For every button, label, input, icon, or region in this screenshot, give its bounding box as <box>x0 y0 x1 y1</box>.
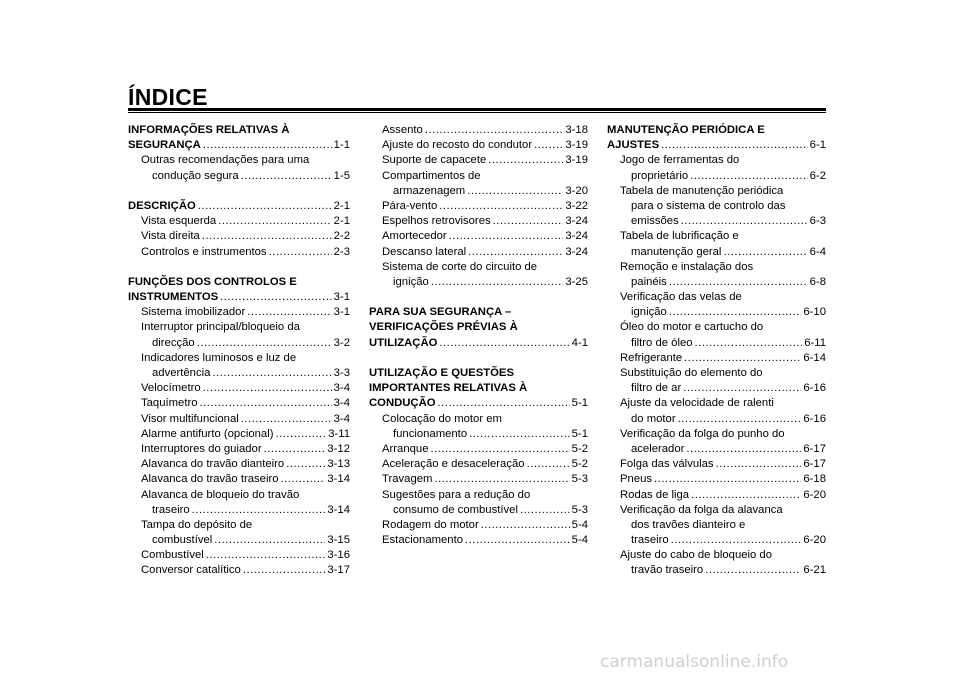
toc-page-number: 6-20 <box>803 488 826 501</box>
toc-page-number: 3-4 <box>333 397 350 410</box>
toc-entry-text: Sistema de corte do circuito de <box>382 260 538 273</box>
toc-entry-title: proprietário <box>631 169 689 182</box>
toc-dot-leader <box>203 138 332 153</box>
toc-dot-leader <box>202 229 332 244</box>
toc-entry-title: travão traseiro <box>631 564 704 577</box>
toc-dot-leader <box>192 503 326 518</box>
toc-entry[interactable] <box>369 533 588 548</box>
toc-spacer <box>128 184 350 199</box>
toc-dot-leader <box>200 396 332 411</box>
toc-entry-title: Sistema imobilizador <box>141 306 246 319</box>
toc-page-number: 4-1 <box>571 336 588 349</box>
toc-entry-title: ignição <box>393 275 429 288</box>
toc-dot-leader <box>241 169 332 184</box>
toc-entry[interactable] <box>607 457 826 472</box>
toc-page-number: 6-4 <box>809 245 826 258</box>
toc-page-number: 3-24 <box>565 230 588 243</box>
toc-spacer <box>128 260 350 275</box>
toc-entry[interactable] <box>607 381 826 396</box>
toc-entry[interactable] <box>128 412 350 427</box>
toc-page-number: 3-1 <box>333 291 350 304</box>
toc-page-number: 2-1 <box>333 215 350 228</box>
toc-entry-text: Verificação da folga da alavanca <box>620 503 783 516</box>
toc-entry-title: Espelhos retrovisores <box>382 215 491 228</box>
toc-section-heading: FUNÇÕES DOS CONTROLOS E <box>128 275 297 288</box>
toc-page-number: 3-22 <box>565 199 588 212</box>
toc-page-number: 5-3 <box>571 473 588 486</box>
toc-entry-text: Ajuste da velocidade de ralenti <box>620 397 774 410</box>
toc-entry-text: Ajuste do cabo de bloqueio do <box>620 549 773 562</box>
toc-dot-leader <box>686 442 801 457</box>
toc-page-number: 5-3 <box>571 503 588 516</box>
toc-dot-leader <box>198 199 332 214</box>
toc-column-2 <box>369 123 588 548</box>
toc-page-number: 3-12 <box>327 442 350 455</box>
toc-entry[interactable] <box>369 427 588 442</box>
toc-dot-leader <box>203 381 332 396</box>
toc-entry[interactable] <box>128 229 350 244</box>
toc-section-heading: PARA SUA SEGURANÇA – <box>369 306 512 319</box>
toc-entry[interactable] <box>369 153 588 168</box>
toc-dot-leader <box>264 442 326 457</box>
toc-dot-leader <box>723 245 807 260</box>
toc-section-heading: INFORMAÇÕES RELATIVAS À <box>128 124 290 136</box>
toc-entry[interactable] <box>128 442 350 457</box>
toc-page-number: 6-18 <box>803 473 826 486</box>
toc-entry[interactable] <box>369 442 588 457</box>
toc-dot-leader <box>681 214 808 229</box>
toc-entry-text: Alavanca de bloqueio do travão <box>141 488 300 501</box>
toc-entry-title: funcionamento <box>393 427 468 440</box>
toc-entry[interactable] <box>128 245 350 260</box>
toc-entry[interactable] <box>369 184 588 199</box>
toc-entry[interactable] <box>607 245 826 260</box>
toc-page-number: 6-10 <box>803 306 826 319</box>
toc-dot-leader <box>243 563 326 578</box>
toc-dot-leader <box>493 214 564 229</box>
toc-dot-leader <box>449 229 564 244</box>
toc-entry-title: Visor multifuncional <box>141 412 239 425</box>
toc-dot-leader <box>439 199 563 214</box>
toc-entry-title: combustível <box>152 534 213 547</box>
toc-entry-text: para o sistema de controlo das <box>631 199 786 212</box>
toc-entry-text: Substituição do elemento do <box>620 367 763 379</box>
toc-entry[interactable] <box>607 169 826 184</box>
toc-dot-leader <box>654 472 801 487</box>
toc-entry[interactable] <box>369 275 588 290</box>
toc-entry[interactable] <box>128 533 350 548</box>
toc-page-number: 1-1 <box>333 139 350 152</box>
toc-page-number: 5-1 <box>571 397 588 410</box>
toc-dot-leader <box>467 184 563 199</box>
toc-entry[interactable] <box>128 548 350 563</box>
toc-entry[interactable] <box>369 503 588 518</box>
toc-section-heading: MANUTENÇÃO PERIÓDICA E <box>607 124 765 136</box>
toc-entry-title: Ajuste do recosto do condutor <box>382 139 533 152</box>
toc-entry[interactable] <box>369 396 588 411</box>
toc-dot-leader <box>276 427 327 442</box>
toc-page-number: 6-3 <box>809 215 826 228</box>
toc-entry[interactable] <box>369 472 588 487</box>
toc-page-number: 3-15 <box>327 534 350 547</box>
toc-entry-text: Verificação da folga do punho do <box>620 427 785 440</box>
toc-entry-title: Refrigerante <box>620 351 683 364</box>
toc-page-number: 6-2 <box>809 169 826 182</box>
toc-entry[interactable] <box>369 229 588 244</box>
toc-dot-leader <box>520 503 570 518</box>
toc-dot-leader <box>527 457 570 472</box>
toc-page-number: 6-1 <box>809 139 826 152</box>
toc-dot-leader <box>683 381 801 396</box>
toc-entry-title: condução segura <box>152 169 239 182</box>
toc-entry-title: advertência <box>152 367 211 379</box>
toc-entry[interactable] <box>607 533 826 548</box>
toc-entry-title: Suporte de capacete <box>382 154 487 167</box>
toc-dot-leader <box>425 123 564 138</box>
toc-entry-title: acelerador <box>631 442 685 455</box>
toc-entry[interactable] <box>607 336 826 351</box>
toc-entry-title: direcção <box>152 336 195 349</box>
toc-entry[interactable] <box>128 138 350 153</box>
toc-dot-leader <box>220 290 332 305</box>
toc-page-number: 6-8 <box>809 275 826 288</box>
toc-entry-title: filtro de óleo <box>631 336 693 349</box>
toc-entry[interactable] <box>128 199 350 214</box>
toc-dot-leader <box>684 351 801 366</box>
toc-entry[interactable] <box>128 563 350 578</box>
toc-page-number: 3-2 <box>333 336 350 349</box>
toc-entry[interactable] <box>128 366 350 381</box>
toc-entry[interactable] <box>607 138 826 153</box>
toc-entry-text: Compartimentos de <box>382 169 481 182</box>
page-title: ÍNDICE <box>128 84 208 110</box>
toc-entry[interactable] <box>607 275 826 290</box>
toc-entry-title: painéis <box>631 275 667 288</box>
toc-page-number: 6-16 <box>803 382 826 395</box>
toc-entry[interactable] <box>607 563 826 578</box>
watermark: carmanualsonline.info <box>600 652 789 672</box>
toc-entry[interactable] <box>369 457 588 472</box>
toc-entry-title: Estacionamento <box>382 534 464 547</box>
toc-entry-title: traseiro <box>152 503 190 516</box>
toc-entry-title: Vista esquerda <box>141 215 217 228</box>
toc-dot-leader <box>269 245 332 260</box>
toc-page-number: 3-24 <box>565 245 588 258</box>
toc-page-number: 3-1 <box>333 306 350 319</box>
toc-entry-title: Descanso lateral <box>382 245 467 258</box>
toc-entry-title: Pára-vento <box>382 199 438 212</box>
toc-entry-title: armazenagem <box>393 184 466 197</box>
toc-entry-title: do motor <box>631 412 676 425</box>
toc-page-number: 6-20 <box>803 534 826 547</box>
toc-entry-text: Tabela de manutenção periódica <box>620 184 784 197</box>
toc-entry-title: Rodas de liga <box>620 488 690 501</box>
toc-entry-title: Amortecedor <box>382 230 447 243</box>
toc-dot-leader <box>286 457 325 472</box>
toc-entry-text: Tampa do depósito de <box>141 518 253 531</box>
toc-dot-leader <box>206 548 326 563</box>
toc-page-number: 3-19 <box>565 154 588 167</box>
toc-entry[interactable] <box>369 199 588 214</box>
toc-page-number: 3-4 <box>333 382 350 395</box>
toc-page-number: 6-14 <box>803 351 826 364</box>
toc-section-heading: VERIFICAÇÕES PRÉVIAS À <box>369 321 518 334</box>
toc-page-number: 3-4 <box>333 412 350 425</box>
toc-entry-title: Velocímetro <box>141 382 201 395</box>
toc-dot-leader <box>695 336 803 351</box>
toc-entry-title: Alavanca do travão dianteiro <box>141 458 285 471</box>
toc-dot-leader <box>247 305 331 320</box>
toc-dot-leader <box>241 412 332 427</box>
toc-dot-leader <box>669 305 802 320</box>
toc-page-number: 3-18 <box>565 124 588 136</box>
toc-entry[interactable] <box>607 351 826 366</box>
toc-entry-title: DESCRIÇÃO <box>128 199 196 212</box>
toc-entry-text: Outras recomendações para uma <box>141 154 310 167</box>
toc-page-number: 2-2 <box>333 230 350 243</box>
toc-entry-title: INSTRUMENTOS <box>128 291 219 304</box>
toc-page-number: 5-1 <box>571 427 588 440</box>
toc-page-number: 1-5 <box>333 169 350 182</box>
toc-page-number: 3-19 <box>565 139 588 152</box>
toc-dot-leader <box>716 457 802 472</box>
toc-page-number: 5-2 <box>571 458 588 471</box>
toc-dot-leader <box>434 472 569 487</box>
toc-entry-text: Verificação das velas de <box>620 291 742 304</box>
toc-page-number: 3-14 <box>327 473 350 486</box>
toc-entry-title: Folga das válvulas <box>620 458 714 471</box>
toc-entry-title: AJUSTES <box>607 139 660 152</box>
toc-entry-title: Interruptores do guiador <box>141 442 262 455</box>
toc-entry[interactable] <box>369 518 588 533</box>
toc-entry[interactable] <box>369 245 588 260</box>
toc-entry[interactable] <box>607 488 826 503</box>
toc-dot-leader <box>465 533 570 548</box>
toc-page-number: 6-11 <box>804 336 826 349</box>
toc-page-number: 3-3 <box>333 367 350 379</box>
toc-dot-leader <box>430 442 569 457</box>
toc-page-number: 6-16 <box>803 412 826 425</box>
toc-entry[interactable] <box>128 457 350 472</box>
toc-page-number: 5-4 <box>571 518 588 531</box>
toc-dot-leader <box>439 336 569 351</box>
toc-dot-leader <box>431 275 564 290</box>
toc-entry-title: manutenção geral <box>631 245 722 258</box>
toc-entry-title: Arranque <box>382 442 429 455</box>
toc-spacer <box>369 290 588 305</box>
toc-entry-text: Óleo do motor e cartucho do <box>620 321 764 334</box>
toc-column-3 <box>607 123 826 579</box>
toc-entry-title: Combustível <box>141 549 204 562</box>
toc-entry[interactable] <box>369 214 588 229</box>
toc-entry-title: Alavanca do travão traseiro <box>141 473 279 486</box>
toc-entry-text: Sugestões para a redução do <box>382 488 531 501</box>
toc-dot-leader <box>212 366 331 381</box>
toc-entry-text: Indicadores luminosos e luz de <box>141 351 297 364</box>
toc-dot-leader <box>481 518 570 533</box>
toc-dot-leader <box>705 563 801 578</box>
toc-dot-leader <box>438 396 570 411</box>
toc-page-number: 6-17 <box>803 458 826 471</box>
toc-page-number: 6-21 <box>803 564 826 577</box>
toc-section-heading: UTILIZAÇÃO E QUESTÕES <box>369 367 514 379</box>
toc-section-heading: IMPORTANTES RELATIVAS À <box>369 382 528 395</box>
toc-page-number: 3-24 <box>565 215 588 228</box>
toc-dot-leader <box>671 533 802 548</box>
toc-entry-title: UTILIZAÇÃO <box>369 336 438 349</box>
toc-dot-leader <box>691 488 801 503</box>
toc-entry[interactable] <box>607 442 826 457</box>
toc-page-number: 2-1 <box>333 199 350 212</box>
toc-entry-text: Tabela de lubrificação e <box>620 230 739 243</box>
toc-page-number: 3-20 <box>565 184 588 197</box>
toc-entry[interactable] <box>369 138 588 153</box>
toc-dot-leader <box>534 138 563 153</box>
toc-entry[interactable] <box>607 305 826 320</box>
toc-entry[interactable] <box>128 336 350 351</box>
toc-entry[interactable] <box>607 412 826 427</box>
toc-entry-title: Conversor catalítico <box>141 564 241 577</box>
toc-dot-leader <box>218 214 332 229</box>
toc-column-1 <box>128 123 350 579</box>
toc-entry[interactable] <box>128 381 350 396</box>
toc-entry[interactable] <box>128 214 350 229</box>
toc-entry-title: filtro de ar <box>631 382 682 395</box>
toc-dot-leader <box>661 138 808 153</box>
toc-entry[interactable] <box>607 214 826 229</box>
toc-dot-leader <box>214 533 325 548</box>
toc-entry-title: Travagem <box>382 473 433 486</box>
toc-page-number: 5-4 <box>571 534 588 547</box>
toc-entry-title: CONDUÇÃO <box>369 397 436 410</box>
toc-entry[interactable] <box>128 427 350 442</box>
toc-entry-title: Assento <box>382 124 423 136</box>
toc-page-number: 3-13 <box>327 458 350 471</box>
toc-entry-title: consumo de combustível <box>393 503 518 516</box>
toc-spacer <box>369 351 588 366</box>
toc-page-number: 2-3 <box>333 245 350 258</box>
toc-dot-leader <box>488 153 563 168</box>
toc-dot-leader <box>690 169 808 184</box>
toc-entry-title: Pneus <box>620 473 653 486</box>
toc-entry-title: Rodagem do motor <box>382 518 479 531</box>
toc-entry[interactable] <box>369 123 588 138</box>
toc-entry-title: ignição <box>631 306 667 319</box>
toc-entry[interactable] <box>128 169 350 184</box>
toc-page-number: 3-25 <box>565 275 588 288</box>
toc-entry[interactable] <box>128 396 350 411</box>
toc-entry[interactable] <box>369 336 588 351</box>
toc-page-number: 6-17 <box>803 442 826 455</box>
toc-entry-title: Alarme antifurto (opcional) <box>141 427 274 440</box>
toc-entry-text: Colocação do motor em <box>382 412 502 425</box>
toc-dot-leader <box>669 275 808 290</box>
toc-entry-text: Interruptor principal/bloqueio da <box>141 321 300 334</box>
toc-entry-title: traseiro <box>631 534 669 547</box>
toc-dot-leader <box>469 427 570 442</box>
toc-entry-text: Remoção e instalação dos <box>620 260 754 273</box>
toc-dot-leader <box>678 412 802 427</box>
toc-page-number: 3-11 <box>328 427 350 440</box>
toc-entry[interactable] <box>607 472 826 487</box>
toc-dot-leader <box>197 336 332 351</box>
toc-entry-title: Controlos e instrumentos <box>141 245 267 258</box>
toc-dot-leader <box>281 472 326 487</box>
toc-entry[interactable] <box>128 290 350 305</box>
toc-dot-leader <box>468 245 563 260</box>
toc-page-number: 5-2 <box>571 442 588 455</box>
toc-entry[interactable] <box>128 503 350 518</box>
toc-entry-title: Vista direita <box>141 230 200 243</box>
toc-page-number: 3-17 <box>327 564 350 577</box>
toc-entry-title: emissões <box>631 215 679 228</box>
toc-entry-title: Taquímetro <box>141 397 198 410</box>
toc-entry[interactable] <box>128 472 350 487</box>
toc-page-number: 3-16 <box>327 549 350 562</box>
toc-entry-title: SEGURANÇA <box>128 139 201 152</box>
toc-entry-text: Jogo de ferramentas do <box>620 154 740 167</box>
title-rule <box>128 108 826 113</box>
toc-entry-title: Aceleração e desaceleração <box>382 458 525 471</box>
toc-page-number: 3-14 <box>327 503 350 516</box>
toc-entry[interactable] <box>128 305 350 320</box>
toc-entry-text: dos travões dianteiro e <box>631 518 746 531</box>
